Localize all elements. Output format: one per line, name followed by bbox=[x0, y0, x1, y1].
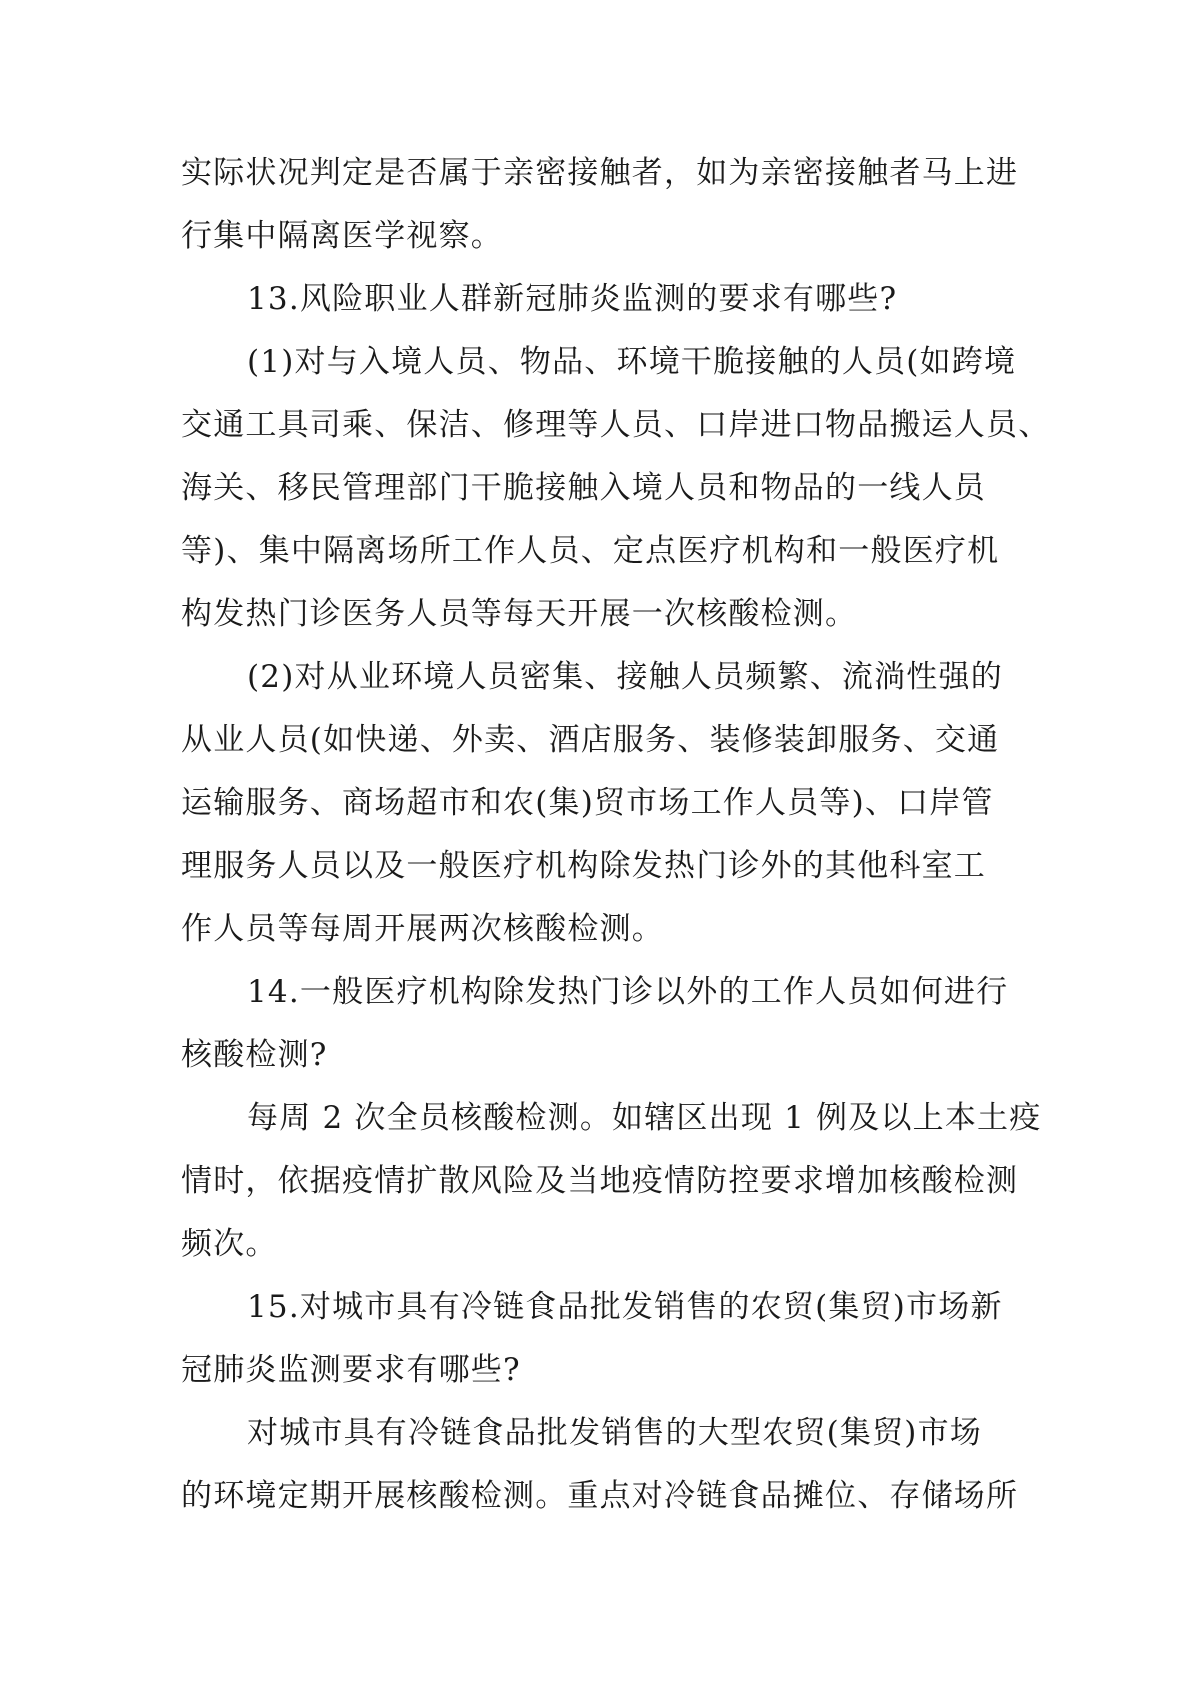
text-line: 从业人员(如快递、外卖、酒店服务、装修装卸服务、交通 bbox=[181, 722, 1000, 758]
text-line: 作人员等每周开展两次核酸检测。 bbox=[181, 911, 664, 947]
text-line: (1)对与入境人员、物品、环境干脆接触的人员(如跨境 bbox=[247, 344, 1017, 380]
body-text bbox=[181, 142, 1051, 1528]
text-line: 冠肺炎监测要求有哪些? bbox=[181, 1352, 521, 1388]
text-line: 的环境定期开展核酸检测。重点对冷链食品摊位、存储场所 bbox=[181, 1478, 1019, 1514]
text-line: 实际状况判定是否属于亲密接触者，如为亲密接触者马上进 bbox=[181, 155, 1019, 191]
text-line: 每周 2 次全员核酸检测。如辖区出现 1 例及以上本土疫 bbox=[247, 1100, 1042, 1136]
text-line: 核酸检测? bbox=[181, 1037, 328, 1073]
text-line: 频次。 bbox=[181, 1226, 278, 1262]
text-line: (2)对从业环境人员密集、接触人员频繁、流淌性强的 bbox=[247, 659, 1003, 695]
text-line: 理服务人员以及一般医疗机构除发热门诊外的其他科室工 bbox=[181, 848, 986, 884]
question-heading: 14.一般医疗机构除发热门诊以外的工作人员如何进行 bbox=[247, 974, 1009, 1010]
text-line: 交通工具司乘、保洁、修理等人员、口岸进口物品搬运人员、 bbox=[181, 407, 1051, 443]
text-line: 运输服务、商场超市和农(集)贸市场工作人员等)、口岸管 bbox=[181, 785, 994, 821]
text-line: 对城市具有冷链食品批发销售的大型农贸(集贸)市场 bbox=[247, 1415, 982, 1451]
text-line: 构发热门诊医务人员等每天开展一次核酸检测。 bbox=[181, 596, 858, 632]
text-line: 情时，依据疫情扩散风险及当地疫情防控要求增加核酸检测 bbox=[181, 1163, 1019, 1199]
text-line: 行集中隔离医学视察。 bbox=[181, 218, 503, 254]
text-line: 海关、移民管理部门干脆接触入境人员和物品的一线人员 bbox=[181, 470, 986, 506]
question-heading: 15.对城市具有冷链食品批发销售的农贸(集贸)市场新 bbox=[247, 1289, 1003, 1325]
question-heading: 13.风险职业人群新冠肺炎监测的要求有哪些? bbox=[247, 281, 898, 317]
text-line: 等)、集中隔离场所工作人员、定点医疗机构和一般医疗机 bbox=[181, 533, 1000, 569]
